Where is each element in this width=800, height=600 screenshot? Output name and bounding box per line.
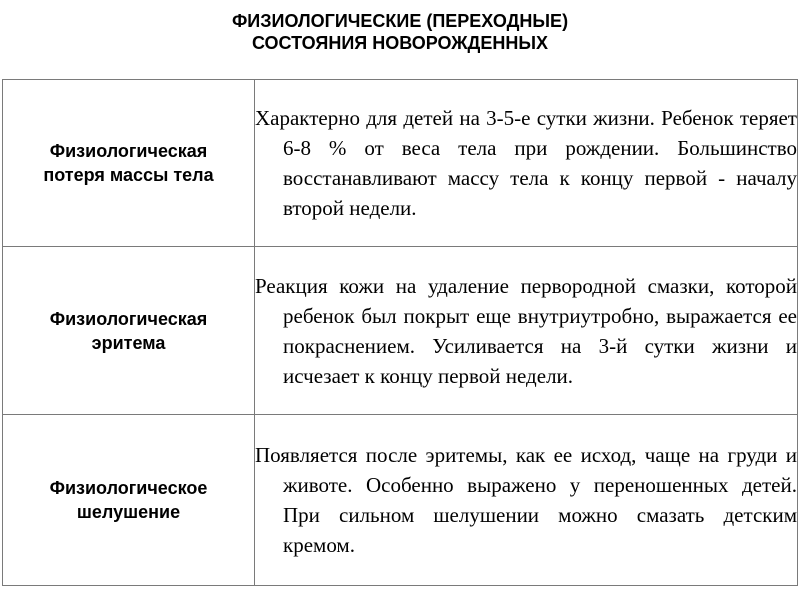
term-line: Физиологическая bbox=[49, 141, 208, 161]
term-line: шелушение bbox=[76, 502, 181, 522]
page-title bbox=[0, 10, 800, 54]
table-row bbox=[3, 80, 798, 247]
table-row bbox=[3, 247, 798, 415]
page-title-line-2: СОСТОЯНИЯ НОВОРОЖДЕННЫХ bbox=[251, 33, 549, 53]
description-text: Реакция кожи на удаление первородной смазки, которой ребенок был покрыт еще внутриутробно, выражается ее покраснением. Усиливается на 3-й сутки жизни и исчезает к концу первой недели. bbox=[255, 273, 797, 388]
term-cell bbox=[3, 80, 255, 247]
description-cell bbox=[255, 80, 798, 247]
table-row bbox=[3, 415, 798, 586]
neonatal-states-table bbox=[2, 79, 798, 586]
term-cell bbox=[3, 415, 255, 586]
page-title-line-1: ФИЗИОЛОГИЧЕСКИЕ (ПЕРЕХОДНЫЕ) bbox=[231, 11, 569, 31]
term-cell bbox=[3, 247, 255, 415]
term-line: Физиологическое bbox=[49, 478, 208, 498]
description-cell bbox=[255, 247, 798, 415]
term-line: Физиологическая bbox=[49, 308, 208, 329]
description-text: Характерно для детей на 3-5-е сутки жизни. Ребенок теряет 6-8 % от веса тела при рождении. Большинство восстанавливают массу тела к концу первой - началу второй недели. bbox=[255, 106, 797, 220]
description-cell bbox=[255, 415, 798, 586]
description-text: Появляется после эритемы, как ее исход, чаще на груди и животе. Особенно выражено у переношенных детей. При сильном шелушении можно смазать детским кремом. bbox=[255, 443, 797, 557]
term-line: эритема bbox=[91, 332, 166, 353]
term-line: потеря массы тела bbox=[43, 165, 214, 185]
